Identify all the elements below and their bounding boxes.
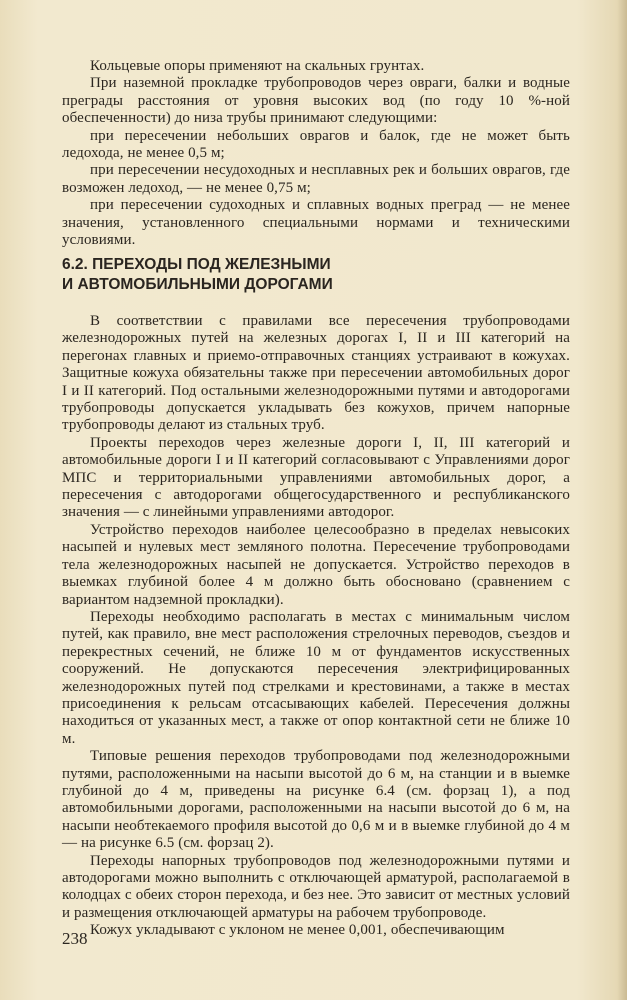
section-heading-line-2: И АВТОМОБИЛЬНЫМИ ДОРОГАМИ bbox=[62, 276, 333, 293]
page-number: 238 bbox=[62, 929, 88, 948]
paragraph: В соответствии с правилами все пересечения трубопроводами железнодорожных путей на железных дорогах I, II и III категорий на перегонах главных и приемо-отправочных станциях устраивают в кожухах. Защитные кожуха обязательны также при пересечении автомобильных дорог I и II категорий. Под остальными железнодорожными путями и автодорогами трубопроводы допускается укладывать без кожухов, причем напорные трубопроводы делают из стальных труб. bbox=[62, 313, 570, 434]
paragraph: при пересечении небольших оврагов и балок, где не может быть ледохода, не менее 0,5 м; bbox=[62, 127, 570, 162]
paragraph: Переходы напорных трубопроводов под железнодорожными путями и автодорогами можно выполнить с отключающей арматурой, располагаемой в колодцах с обеих сторон перехода, и без нее. Это зависит от местных условий и размещения отключающей арматуры на рабочем трубопроводе. bbox=[62, 852, 570, 921]
paragraph: Типовые решения переходов трубопроводами под железнодорожными путями, расположенными на насыпи высотой до 6 м, на станции и в выемке глубиной до 4 м, приведены на рисунке 6.4 (см. форзац 1), а под автомобильными дорогами, расположенными на насыпи высотой до 6 м, на насыпи необтекаемого профиля высотой до 0,6 м и в выемке глубиной до 4 м — на рисунке 6.5 (см. форзац 2). bbox=[62, 748, 570, 852]
paragraph: Устройство переходов наиболее целесообразно в пределах невысоких насыпей и нулевых мест земляного полотна. Пересечение трубопроводами тела железнодорожных насыпей не допускается. Устройство переходов в выемках глубиной более 4 м должно быть обосновано (сравнением с вариантом надземной прокладки). bbox=[62, 521, 570, 608]
page-edge-shadow bbox=[617, 0, 627, 1000]
section-heading-line-1: 6.2. ПЕРЕХОДЫ ПОД ЖЕЛЕЗНЫМИ bbox=[62, 256, 331, 273]
main-text-block bbox=[62, 313, 570, 940]
paragraph: Переходы необходимо располагать в местах с минимальным числом путей, как правило, вне мест расположения стрелочных переводов, съездов и перекрестных сечений, не ближе 10 м от фундаментов искусственных сооружений. Не допускаются пересечения электрифицированных железнодорожных путей под стрелками и крестовинами, а также в местах присоединения к рельсам отсасывающих кабелей. Пересечения должны находиться от указанных мест, а также от опор контактной сети не ближе 10 м. bbox=[62, 608, 570, 747]
top-text-block bbox=[62, 58, 570, 249]
paragraph: При наземной прокладке трубопроводов через овраги, балки и водные преграды расстояния от уровня высоких вод (по году 10 %-ной обеспеченности) до низа трубы принимают следующими: bbox=[62, 75, 570, 127]
paragraph: при пересечении судоходных и сплавных водных преград — не менее значения, установленного специальными нормами и техническими условиями. bbox=[62, 197, 570, 249]
paragraph: Кожух укладывают с уклоном не менее 0,001, обеспечивающим bbox=[90, 922, 505, 939]
paragraph: при пересечении несудоходных и несплавных рек и больших оврагов, где возможен ледоход, — не менее 0,75 м; bbox=[62, 162, 570, 196]
paragraph: Проекты переходов через железные дороги I, II, III категорий и автомобильные дороги I и II категорий согласовывают с Управлениями дорог МПС и территориальными управлениями автомобильных дорог, а пересечения с автодорогами общегосударственного и республиканского значения — с линейными управлениями автодорог. bbox=[62, 434, 570, 521]
paragraph: Кольцевые опоры применяют на скальных грунтах. bbox=[90, 58, 425, 74]
section-heading bbox=[62, 255, 570, 295]
